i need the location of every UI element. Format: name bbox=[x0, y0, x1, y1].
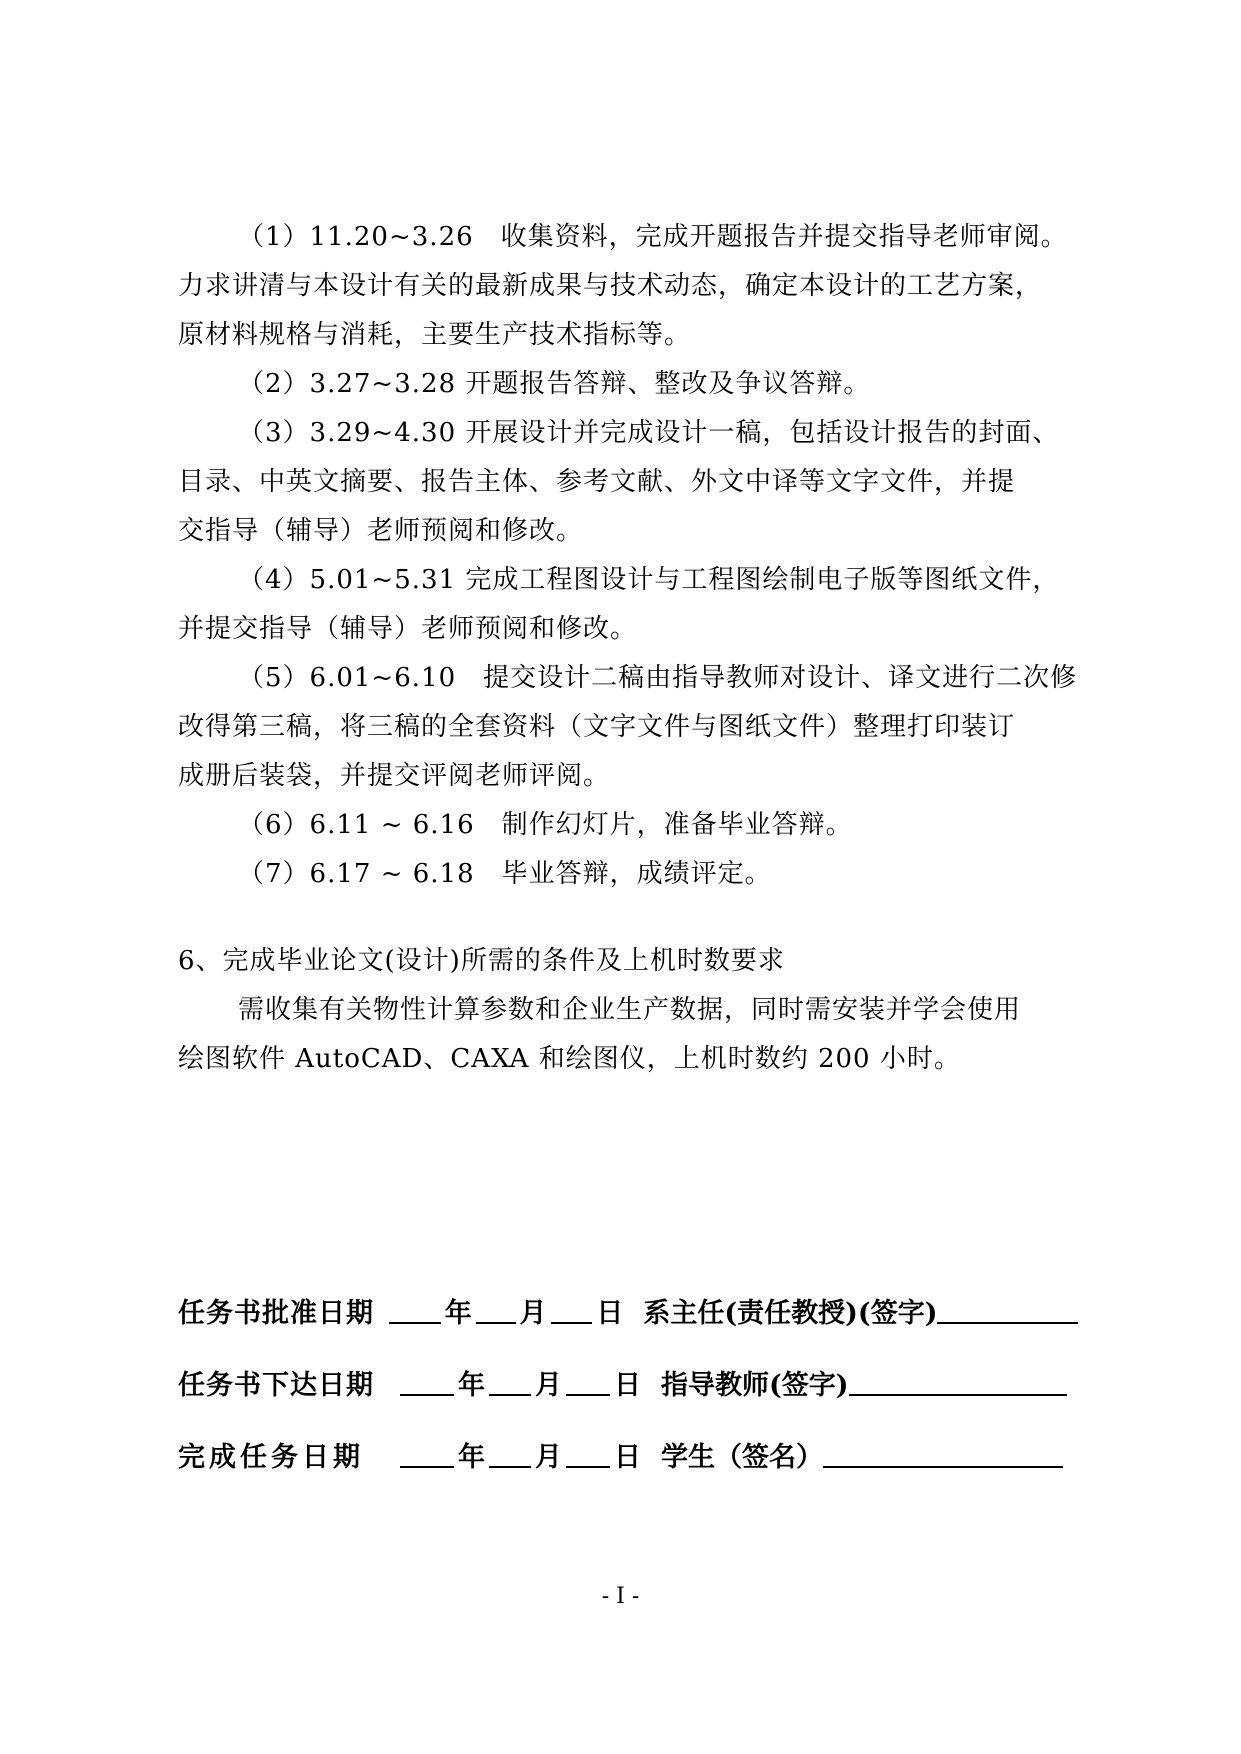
completion-date-label: 完成任务日期 bbox=[178, 1442, 364, 1473]
month-unit: 月 bbox=[535, 1370, 562, 1401]
schedule-item-3-line-3: 交指导（辅导）老师预阅和修改。 bbox=[178, 516, 584, 546]
approval-day-blank[interactable] bbox=[551, 1292, 593, 1324]
issue-month-blank[interactable] bbox=[489, 1364, 531, 1396]
section-6-heading: 6、完成毕业论文(设计)所需的条件及上机时数要求 bbox=[178, 946, 785, 976]
schedule-item-5-line-3: 成册后装袋，并提交评阅老师评阅。 bbox=[178, 761, 611, 791]
department-head-signature-blank[interactable] bbox=[937, 1292, 1078, 1324]
issue-date-label: 任务书下达日期 bbox=[178, 1370, 374, 1401]
schedule-item-1-line-2: 力求讲清与本设计有关的最新成果与技术动态，确定本设计的工艺方案， bbox=[178, 271, 1043, 301]
schedule-item-5-line-2: 改得第三稿，将三稿的全套资料（文字文件与图纸文件）整理打印装订 bbox=[178, 712, 1016, 742]
section-6-body-line-1: 需收集有关物性计算参数和企业生产数据，同时需安装并学会使用 bbox=[238, 995, 1022, 1025]
year-unit: 年 bbox=[444, 1298, 472, 1329]
student-signature-label: 学生（签名） bbox=[661, 1442, 823, 1473]
year-unit: 年 bbox=[458, 1442, 485, 1473]
signature-row-issue bbox=[178, 1330, 1078, 1402]
schedule-item-5-line-1: （5）6.01~6.10 提交设计二稿由指导教师对设计、译文进行二次修 bbox=[238, 663, 1078, 693]
signature-block bbox=[178, 1258, 1078, 1474]
department-head-signature-label: 系主任(责任教授)(签字) bbox=[643, 1298, 938, 1329]
day-unit: 日 bbox=[614, 1370, 641, 1401]
student-signature-blank[interactable] bbox=[823, 1436, 1063, 1468]
issue-day-blank[interactable] bbox=[566, 1364, 610, 1396]
schedule-item-1-line-1: （1）11.20~3.26 收集资料，完成开题报告并提交指导老师审阅。 bbox=[238, 222, 1068, 252]
advisor-signature-blank[interactable] bbox=[849, 1364, 1067, 1396]
page-number: - I - bbox=[601, 1584, 640, 1609]
schedule-section bbox=[178, 213, 1090, 1084]
schedule-item-2-line-1: （2）3.27~3.28 开题报告答辩、整改及争议答辩。 bbox=[238, 369, 871, 399]
schedule-item-1-line-3: 原材料规格与消耗，主要生产技术指标等。 bbox=[178, 320, 692, 350]
schedule-item-7-line-1: （7）6.17 ~ 6.18 毕业答辩，成绩评定。 bbox=[238, 859, 772, 889]
schedule-item-3-line-2: 目录、中英文摘要、报告主体、参考文献、外文中译等文字文件，并提 bbox=[178, 467, 1016, 497]
schedule-item-3-line-1: （3）3.29~4.30 开展设计并完成设计一稿，包括设计报告的封面、 bbox=[238, 418, 1060, 448]
section-6-body-line-2: 绘图软件 AutoCAD、CAXA 和绘图仪，上机时数约 200 小时。 bbox=[178, 1044, 961, 1074]
signature-row-approval bbox=[178, 1258, 1078, 1330]
advisor-signature-label: 指导教师(签字) bbox=[661, 1370, 849, 1401]
completion-month-blank[interactable] bbox=[489, 1436, 531, 1468]
approval-month-blank[interactable] bbox=[476, 1292, 516, 1324]
schedule-item-6-line-1: （6）6.11 ~ 6.16 制作幻灯片，准备毕业答辩。 bbox=[238, 810, 853, 840]
signature-row-completion bbox=[178, 1402, 1078, 1474]
issue-year-blank[interactable] bbox=[400, 1364, 454, 1396]
year-unit: 年 bbox=[458, 1370, 485, 1401]
approval-year-blank[interactable] bbox=[389, 1292, 440, 1324]
day-unit: 日 bbox=[596, 1298, 624, 1329]
month-unit: 月 bbox=[519, 1298, 547, 1329]
approval-date-label: 任务书批准日期 bbox=[178, 1298, 374, 1329]
schedule-item-4-line-1: （4）5.01~5.31 完成工程图设计与工程图绘制电子版等图纸文件， bbox=[238, 565, 1060, 595]
completion-day-blank[interactable] bbox=[566, 1436, 610, 1468]
completion-year-blank[interactable] bbox=[400, 1436, 454, 1468]
day-unit: 日 bbox=[614, 1442, 641, 1473]
month-unit: 月 bbox=[535, 1442, 562, 1473]
section-spacer bbox=[178, 899, 1090, 937]
schedule-item-4-line-2: 并提交指导（辅导）老师预阅和修改。 bbox=[178, 614, 638, 644]
